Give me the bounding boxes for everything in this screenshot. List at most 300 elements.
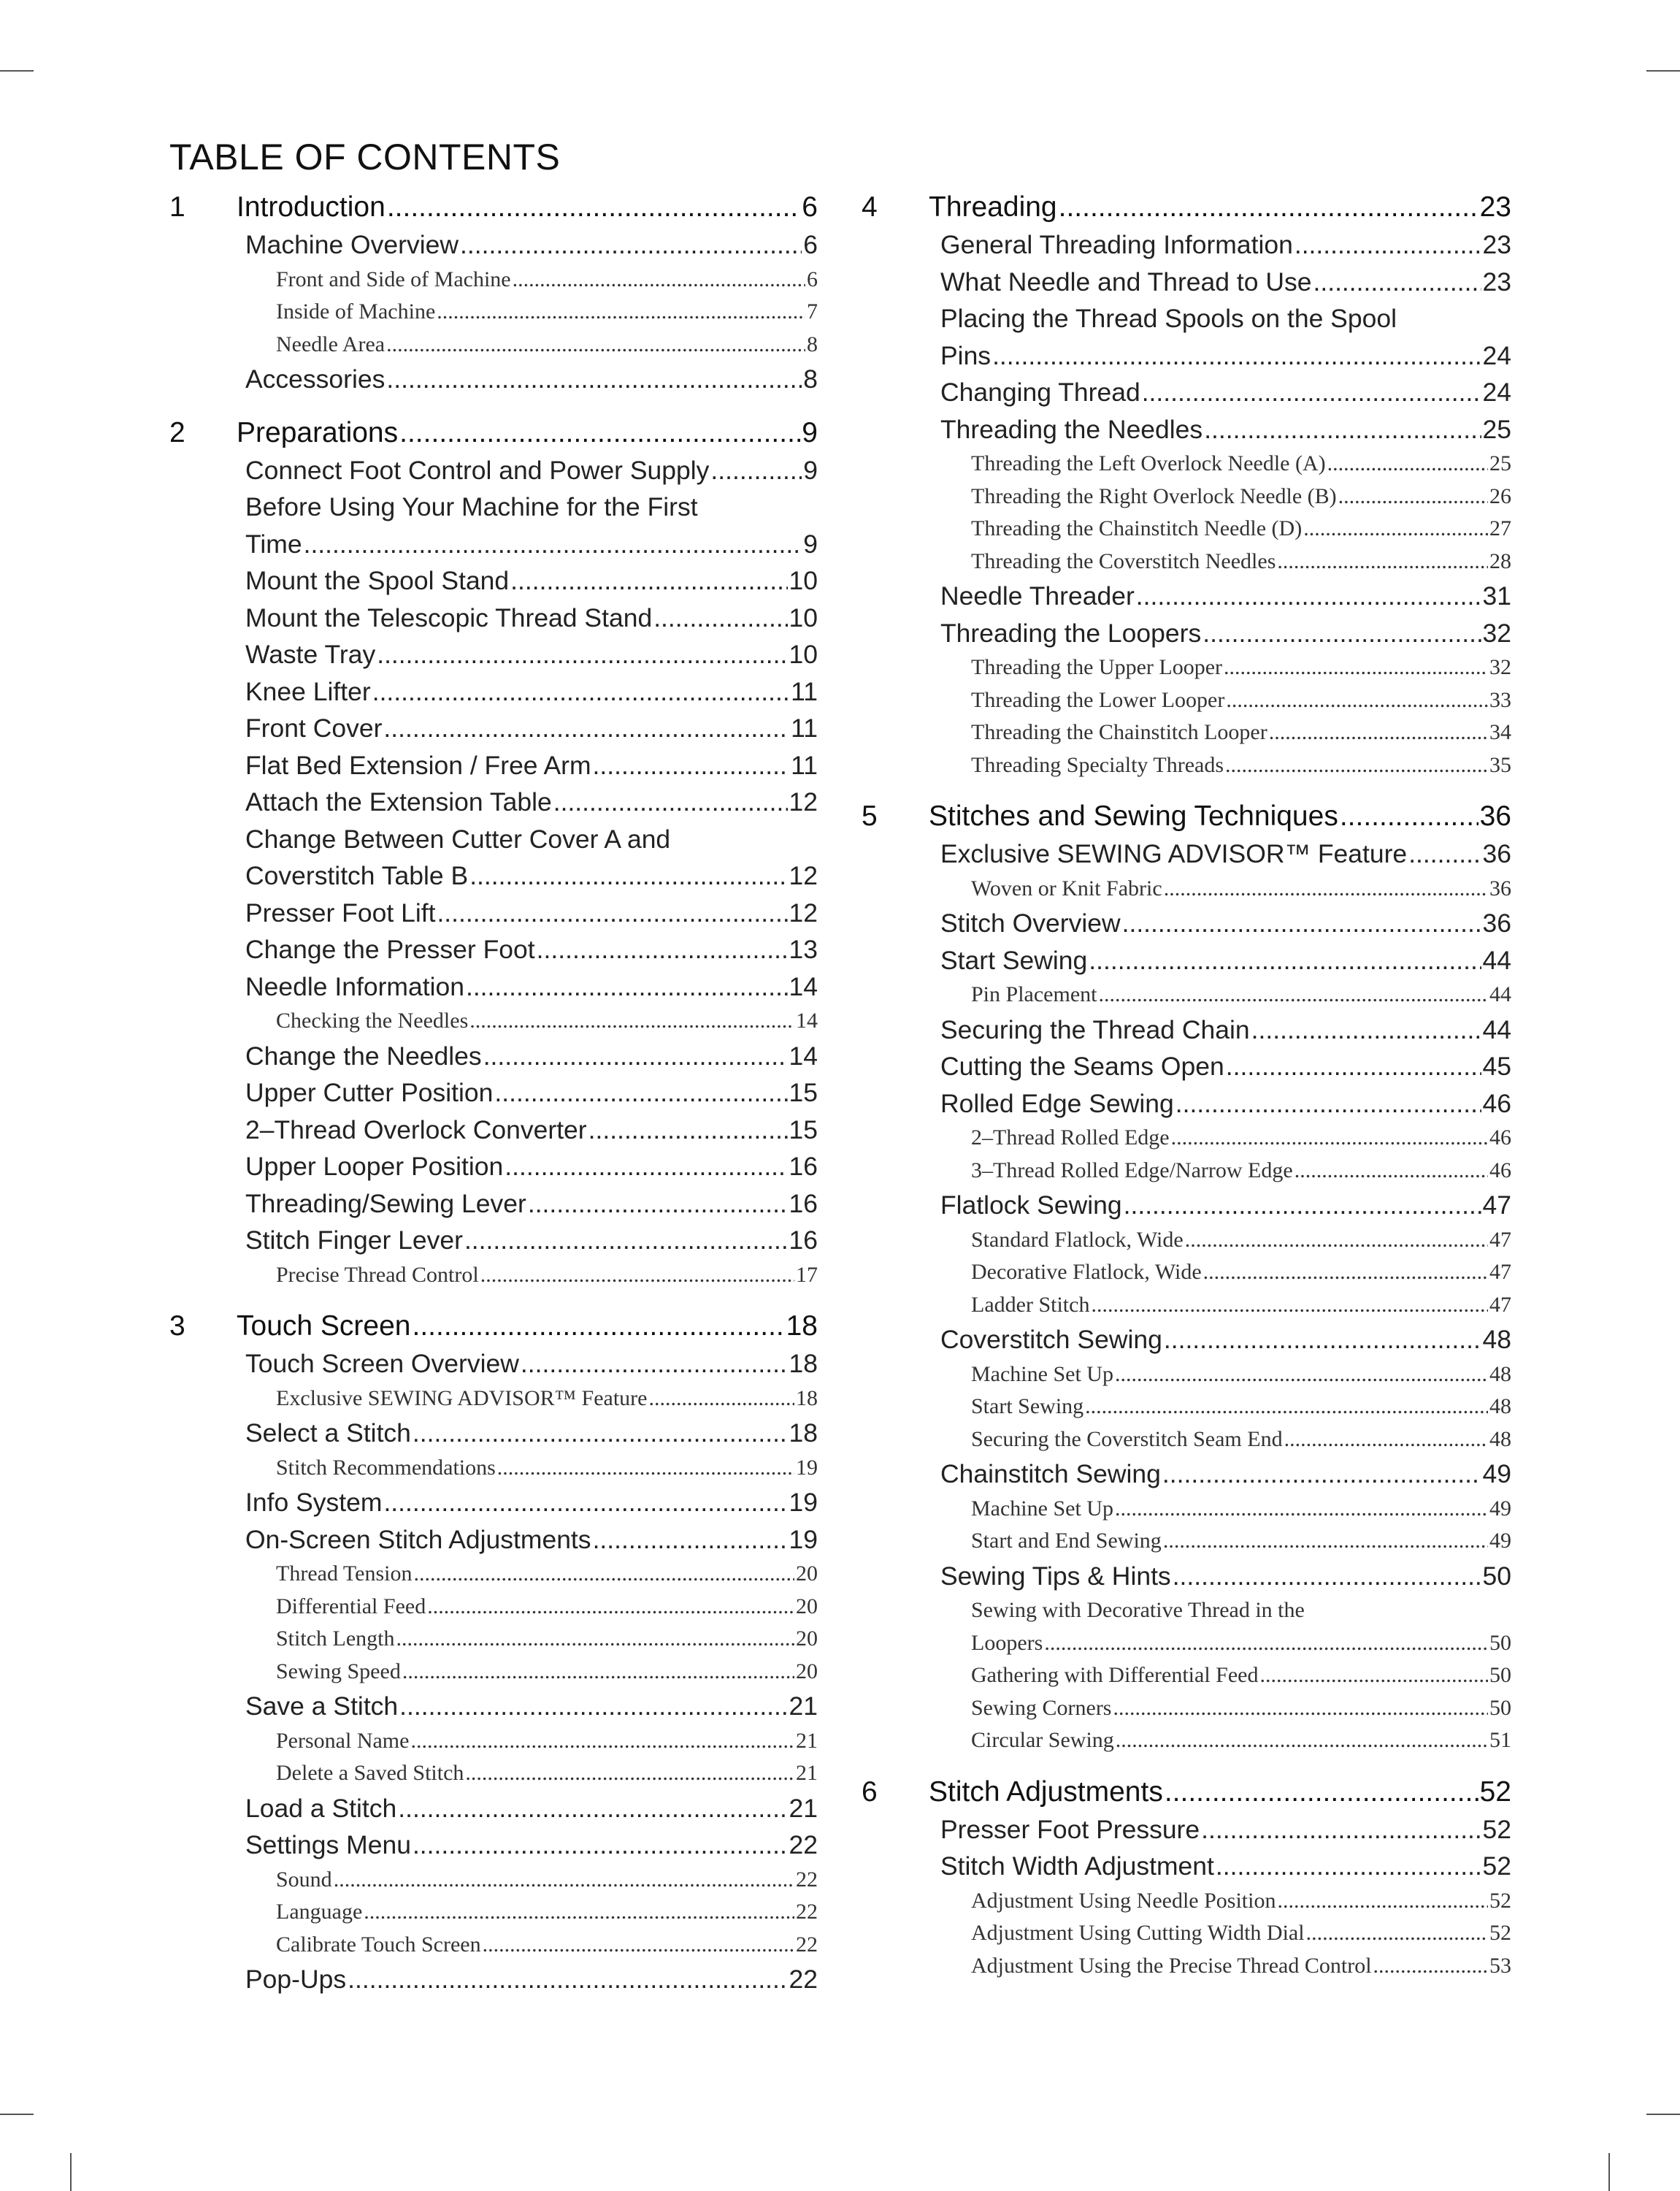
toc-subentry[interactable] <box>862 716 1511 749</box>
page-number: 19 <box>789 1488 818 1517</box>
entry-title: Mount the Spool Stand <box>245 566 510 595</box>
page-number: 16 <box>789 1188 818 1218</box>
dot-leader <box>1306 1917 1488 1950</box>
page-number: 48 <box>1482 1325 1511 1354</box>
entry-title: Stitch Recommendations <box>276 1455 496 1480</box>
entry-title-cont: Loopers <box>971 1630 1043 1655</box>
toc-subentry[interactable] <box>862 513 1511 546</box>
toc-entry[interactable] <box>169 562 818 600</box>
entry-title: Threading the Loopers <box>940 618 1202 648</box>
dot-leader <box>1303 513 1488 546</box>
toc-entry[interactable] <box>862 226 1511 264</box>
dot-leader <box>1164 873 1488 906</box>
page-title: TABLE OF CONTENTS <box>169 137 561 177</box>
toc-subentry[interactable] <box>169 329 818 362</box>
toc-entry[interactable] <box>169 1790 818 1827</box>
dot-leader <box>1226 1048 1481 1085</box>
toc-subentry[interactable] <box>862 1594 1511 1659</box>
dot-leader <box>413 1415 788 1452</box>
entry-title: Select a Stitch <box>245 1418 411 1448</box>
dot-leader <box>386 361 802 398</box>
entry-title: Threading the Needles <box>940 414 1203 444</box>
page-number: 10 <box>789 640 818 669</box>
toc-entry[interactable] <box>169 452 818 489</box>
toc-entry[interactable] <box>862 578 1511 615</box>
toc-chapter-heading[interactable] <box>862 798 1511 836</box>
toc-entry[interactable] <box>169 361 818 398</box>
page-number: 47 <box>1489 1260 1511 1284</box>
dot-leader <box>588 1112 788 1149</box>
toc-entry[interactable] <box>169 1345 818 1383</box>
dot-leader <box>1260 1659 1489 1692</box>
toc-subentry[interactable] <box>862 1493 1511 1526</box>
entry-title: Threading the Upper Looper <box>971 655 1223 679</box>
entry-title: Upper Cutter Position <box>245 1078 494 1107</box>
page-number: 53 <box>1489 1953 1511 1978</box>
page-number: 46 <box>1489 1125 1511 1150</box>
entry-title: Standard Flatlock, Wide <box>971 1227 1184 1252</box>
page-number: 7 <box>807 299 818 324</box>
page-number: 25 <box>1489 451 1511 475</box>
entry-continuation <box>971 1627 1511 1660</box>
page-number: 45 <box>1482 1052 1511 1081</box>
entry-title: Exclusive SEWING ADVISOR™ Feature <box>940 839 1408 868</box>
toc-entry[interactable] <box>169 1185 818 1223</box>
page-number: 52 <box>1482 1851 1511 1881</box>
toc-entry[interactable] <box>169 1484 818 1521</box>
toc-subentry[interactable] <box>169 1452 818 1485</box>
crop-mark <box>0 70 34 72</box>
page-number: 50 <box>1489 1663 1511 1687</box>
toc-subentry[interactable] <box>169 1725 818 1758</box>
entry-title: Securing the Coverstitch Seam End <box>971 1426 1283 1451</box>
entry-title-cont: Coverstitch Table B <box>245 861 469 890</box>
dot-leader <box>460 226 802 264</box>
toc-chapter <box>169 188 818 398</box>
page-number: 22 <box>796 1932 818 1957</box>
dot-leader <box>1098 979 1488 1012</box>
toc-subentry[interactable] <box>862 1525 1511 1558</box>
toc-subentry[interactable] <box>169 1005 818 1038</box>
toc-subentry[interactable] <box>862 979 1511 1012</box>
page-number: 21 <box>789 1691 818 1721</box>
toc-subentry[interactable] <box>862 651 1511 684</box>
entry-title: Differential Feed <box>276 1594 426 1618</box>
page-number: 8 <box>807 332 818 356</box>
entry-title: Adjustment Using Needle Position <box>971 1888 1276 1913</box>
dot-leader <box>1327 448 1488 481</box>
page-number: 15 <box>789 1078 818 1107</box>
entry-title: Needle Threader <box>940 581 1135 611</box>
toc-entry[interactable] <box>169 784 818 821</box>
toc-subentry[interactable] <box>169 1896 818 1929</box>
entry-title: Accessories <box>245 364 386 394</box>
dot-leader <box>593 747 790 784</box>
toc-subentry[interactable] <box>862 1692 1511 1725</box>
entry-title: Precise Thread Control <box>276 1262 479 1287</box>
dot-leader <box>483 1929 794 1962</box>
toc-subentry[interactable] <box>169 264 818 297</box>
toc-entry[interactable] <box>862 1848 1511 1885</box>
toc-entry[interactable] <box>862 1085 1511 1123</box>
toc-entry[interactable] <box>862 1012 1511 1049</box>
dot-leader <box>410 1725 794 1758</box>
dot-leader <box>1164 1321 1481 1358</box>
toc-subentry[interactable] <box>169 1864 818 1897</box>
dot-leader <box>593 1521 788 1559</box>
page-number: 10 <box>789 603 818 632</box>
toc-entry[interactable] <box>169 673 818 711</box>
entry-title: Save a Stitch <box>245 1691 399 1721</box>
dot-leader <box>1277 1885 1488 1918</box>
toc-subentry[interactable] <box>862 1224 1511 1257</box>
page-number: 26 <box>1489 483 1511 508</box>
entry-title: Change the Presser Foot <box>245 935 535 964</box>
page-number: 47 <box>1489 1292 1511 1317</box>
page-number: 13 <box>789 935 818 964</box>
entry-title: Inside of Machine <box>276 299 436 324</box>
page-number: 12 <box>789 861 818 890</box>
dot-leader <box>465 1757 794 1790</box>
toc-entry[interactable] <box>169 1688 818 1725</box>
page-number: 16 <box>789 1225 818 1255</box>
page-number: 36 <box>1482 909 1511 938</box>
page-number: 20 <box>796 1594 818 1618</box>
dot-leader <box>1294 1155 1488 1188</box>
entry-title: Stitch Overview <box>940 909 1121 938</box>
entry-title: Threading Specialty Threads <box>971 752 1224 777</box>
entry-title: Connect Foot Control and Power Supply <box>245 455 710 485</box>
page-number: 34 <box>1489 720 1511 744</box>
toc-entry[interactable] <box>169 1415 818 1452</box>
toc-entry[interactable] <box>169 636 818 673</box>
dot-leader <box>364 1896 794 1929</box>
entry-title: Delete a Saved Stitch <box>276 1761 464 1785</box>
entry-title: Knee Lifter <box>245 676 371 706</box>
dot-leader <box>553 784 788 821</box>
page-number: 28 <box>1489 548 1511 573</box>
entry-title: Presser Foot Lift <box>245 898 436 928</box>
entry-title: Flat Bed Extension / Free Arm <box>245 750 591 780</box>
toc-subentry[interactable] <box>169 1623 818 1656</box>
dot-leader <box>372 673 789 711</box>
page-number: 25 <box>1482 414 1511 444</box>
page-number: 18 <box>786 1310 818 1342</box>
toc-chapter-heading[interactable] <box>862 1773 1511 1811</box>
toc-right-column <box>862 188 1511 1998</box>
page-number: 52 <box>1489 1888 1511 1913</box>
toc-subentry[interactable] <box>862 1256 1511 1289</box>
entry-title: Exclusive SEWING ADVISOR™ Feature <box>276 1385 648 1410</box>
dot-leader <box>1204 411 1481 448</box>
entry-title: Threading the Lower Looper <box>971 687 1225 712</box>
toc-subentry[interactable] <box>862 1423 1511 1456</box>
dot-leader <box>528 1185 788 1223</box>
entry-title: Start Sewing <box>971 1394 1084 1418</box>
toc-subentry[interactable] <box>862 749 1511 782</box>
dot-leader <box>1225 749 1488 782</box>
toc-entry[interactable] <box>862 1456 1511 1493</box>
crop-mark <box>70 2153 72 2191</box>
entry-continuation <box>245 857 818 895</box>
entry-title: Threading/Sewing Lever <box>245 1188 526 1218</box>
page-number: 50 <box>1489 1630 1511 1655</box>
dot-leader <box>1313 264 1481 301</box>
entry-title: Decorative Flatlock, Wide <box>971 1260 1202 1284</box>
chapter-number: 3 <box>169 1310 185 1342</box>
crop-mark <box>0 2114 34 2115</box>
toc-entry[interactable] <box>169 1074 818 1112</box>
entry-title: Sewing Corners <box>971 1695 1112 1720</box>
entry-title: Gathering with Differential Feed <box>971 1663 1259 1687</box>
toc-subentry[interactable] <box>862 1885 1511 1918</box>
toc-subentry[interactable] <box>862 1391 1511 1423</box>
dot-leader <box>1201 1811 1481 1848</box>
toc-chapter-heading[interactable] <box>169 188 818 226</box>
dot-leader <box>334 1864 794 1897</box>
toc-entry[interactable] <box>862 1048 1511 1085</box>
dot-leader <box>398 1790 787 1827</box>
toc-entry[interactable] <box>169 895 818 932</box>
entry-title: Threading the Left Overlock Needle (A) <box>971 451 1326 475</box>
toc-subentry[interactable] <box>169 296 818 329</box>
dot-leader <box>413 1827 788 1864</box>
toc-subentry[interactable] <box>862 1122 1511 1155</box>
page-number: 52 <box>1479 1775 1511 1808</box>
entry-title: Attach the Extension Table <box>245 787 552 817</box>
toc-subentry[interactable] <box>169 1757 818 1790</box>
toc-entry[interactable] <box>862 1558 1511 1595</box>
toc-chapter-heading[interactable] <box>169 414 818 452</box>
toc-entry[interactable] <box>862 836 1511 873</box>
page-number: 9 <box>803 455 818 485</box>
dot-leader <box>1173 1558 1481 1595</box>
toc-entry[interactable] <box>169 931 818 968</box>
toc-subentry[interactable] <box>169 1591 818 1624</box>
dot-leader <box>480 1259 794 1292</box>
entry-title-cont: Pins <box>940 340 991 370</box>
toc-entry[interactable] <box>862 615 1511 652</box>
page-number: 20 <box>796 1561 818 1586</box>
dot-leader <box>466 968 788 1006</box>
toc-subentry[interactable] <box>862 1155 1511 1188</box>
toc-subentry[interactable] <box>862 1289 1511 1322</box>
dot-leader <box>1175 1085 1481 1123</box>
toc-chapter <box>862 1773 1511 1983</box>
page-number: 52 <box>1489 1921 1511 1945</box>
dot-leader <box>412 1307 784 1345</box>
toc-chapter <box>169 1307 818 1998</box>
entry-title: Needle Area <box>276 332 386 356</box>
entry-title: Sewing with Decorative Thread in the <box>971 1598 1305 1622</box>
page-number: 23 <box>1482 267 1511 297</box>
chapter-number: 5 <box>862 800 878 832</box>
entry-title: Thread Tension <box>276 1561 413 1586</box>
entry-title: Sound <box>276 1867 332 1892</box>
page-number: 22 <box>789 1965 818 1994</box>
page-number: 18 <box>796 1385 818 1410</box>
dot-leader <box>437 895 787 932</box>
dot-leader <box>1340 798 1478 836</box>
dot-leader <box>1091 1289 1488 1322</box>
dot-leader <box>494 1074 787 1112</box>
toc-entry[interactable] <box>169 1222 818 1259</box>
toc-subentry[interactable] <box>862 1950 1511 1983</box>
toc-subentry[interactable] <box>862 1917 1511 1950</box>
page-number: 22 <box>796 1867 818 1892</box>
chapter-number: 4 <box>862 191 878 223</box>
entry-title: Start Sewing <box>940 945 1088 975</box>
dot-leader <box>992 337 1481 375</box>
toc-entry[interactable] <box>862 1321 1511 1358</box>
toc-entry[interactable] <box>169 489 818 562</box>
toc-entry[interactable] <box>862 1187 1511 1224</box>
toc-subentry[interactable] <box>862 684 1511 717</box>
toc-subentry[interactable] <box>169 1656 818 1689</box>
entry-title: 2–Thread Overlock Converter <box>245 1114 587 1144</box>
entry-title: 2–Thread Rolled Edge <box>971 1125 1170 1150</box>
toc-entry[interactable] <box>169 226 818 264</box>
dot-leader <box>383 1484 787 1521</box>
entry-title: Mount the Telescopic Thread Stand <box>245 603 653 632</box>
toc-entry[interactable] <box>169 747 818 784</box>
page-number: 8 <box>803 364 818 394</box>
page-number: 49 <box>1482 1459 1511 1488</box>
entry-title: Personal Name <box>276 1728 410 1753</box>
dot-leader <box>383 710 789 747</box>
toc-entry[interactable] <box>862 411 1511 448</box>
dot-leader <box>1284 1423 1488 1456</box>
dot-leader <box>1059 188 1478 226</box>
page-number: 49 <box>1489 1529 1511 1553</box>
entry-title: Threading the Chainstitch Looper <box>971 720 1267 744</box>
entry-title: What Needle and Thread to Use <box>940 267 1312 297</box>
entry-title: Machine Set Up <box>971 1496 1113 1521</box>
entry-title: Machine Set Up <box>971 1361 1113 1386</box>
page-number: 11 <box>791 676 818 706</box>
toc-entry[interactable] <box>862 905 1511 942</box>
toc-subentry[interactable] <box>169 1259 818 1292</box>
entry-title: Circular Sewing <box>971 1728 1114 1752</box>
toc-entry[interactable] <box>169 1827 818 1864</box>
toc-entry[interactable] <box>169 968 818 1006</box>
dot-leader <box>1408 836 1481 873</box>
dot-leader <box>377 636 787 673</box>
page-number: 27 <box>1489 516 1511 540</box>
page-number: 9 <box>803 529 818 559</box>
toc-chapter-heading[interactable] <box>169 1307 818 1345</box>
dot-leader <box>464 1222 788 1259</box>
toc-entry[interactable] <box>862 1811 1511 1848</box>
entry-title: Calibrate Touch Screen <box>276 1932 481 1957</box>
toc-chapter-heading[interactable] <box>862 188 1511 226</box>
dot-leader <box>1216 1848 1481 1885</box>
toc-subentry[interactable] <box>862 481 1511 513</box>
dot-leader <box>505 1148 787 1185</box>
page-number: 36 <box>1489 876 1511 901</box>
entry-title: General Threading Information <box>940 230 1293 259</box>
dot-leader <box>1113 1692 1488 1725</box>
chapter-number: 2 <box>169 416 185 448</box>
entry-title: Securing the Thread Chain <box>940 1014 1250 1044</box>
page-number: 48 <box>1489 1394 1511 1418</box>
page-number: 12 <box>789 787 818 817</box>
entry-title: Sewing Speed <box>276 1659 401 1683</box>
page-number: 21 <box>789 1793 818 1823</box>
dot-leader <box>1124 1187 1481 1224</box>
toc-subentry[interactable] <box>169 1383 818 1415</box>
page-number: 47 <box>1489 1227 1511 1252</box>
toc-entry[interactable] <box>169 821 818 895</box>
entry-title: Change Between Cutter Cover A and <box>245 824 671 854</box>
toc-subentry[interactable] <box>862 873 1511 906</box>
toc-entry[interactable] <box>862 264 1511 301</box>
toc-entry[interactable] <box>169 1038 818 1075</box>
page-number: 32 <box>1489 655 1511 679</box>
entry-title: Stitch Finger Lever <box>245 1225 463 1255</box>
page-number: 20 <box>796 1659 818 1683</box>
toc-entry[interactable] <box>169 600 818 637</box>
toc-subentry[interactable] <box>169 1558 818 1591</box>
chapter-number: 6 <box>862 1775 878 1808</box>
dot-leader <box>521 1345 788 1383</box>
dot-leader <box>1163 1525 1488 1558</box>
toc-entry[interactable] <box>169 1112 818 1149</box>
entry-title: Info System <box>245 1488 383 1517</box>
chapter-title: Touch Screen <box>237 1310 411 1342</box>
entry-title: 3–Thread Rolled Edge/Narrow Edge <box>971 1158 1293 1182</box>
entry-title: Cutting the Seams Open <box>940 1052 1224 1081</box>
dot-leader <box>413 1558 794 1591</box>
dot-leader <box>653 600 787 637</box>
chapter-title: Threading <box>929 191 1057 223</box>
dot-leader <box>1269 716 1488 749</box>
toc-subentry[interactable] <box>862 546 1511 578</box>
entry-title: Adjustment Using the Precise Thread Control <box>971 1953 1372 1978</box>
toc-entry[interactable] <box>169 710 818 747</box>
toc-subentry[interactable] <box>862 1724 1511 1757</box>
toc-subentry[interactable] <box>862 1659 1511 1692</box>
toc-entry[interactable] <box>169 1961 818 1998</box>
toc-subentry[interactable] <box>862 448 1511 481</box>
toc-entry[interactable] <box>169 1521 818 1559</box>
toc-entry[interactable] <box>862 942 1511 979</box>
page-number: 22 <box>789 1830 818 1859</box>
entry-title: Adjustment Using Cutting Width Dial <box>971 1921 1305 1945</box>
dot-leader <box>483 1038 788 1075</box>
entry-title: Threading the Chainstitch Needle (D) <box>971 516 1303 540</box>
toc-entry[interactable] <box>169 1148 818 1185</box>
dot-leader <box>1162 1456 1481 1493</box>
toc-entry[interactable] <box>862 300 1511 374</box>
dot-leader <box>1226 684 1488 717</box>
dot-leader <box>1115 1493 1488 1526</box>
page-number: 11 <box>791 714 818 743</box>
dot-leader <box>1294 226 1481 264</box>
toc-entry[interactable] <box>862 374 1511 411</box>
page-number: 51 <box>1489 1728 1511 1752</box>
dot-leader <box>399 1688 787 1725</box>
entry-title: Machine Overview <box>245 230 459 259</box>
dot-leader <box>437 296 805 329</box>
entry-title: Threading the Coverstitch Needles <box>971 548 1276 573</box>
page-number: 19 <box>796 1455 818 1480</box>
entry-title: Threading the Right Overlock Needle (B) <box>971 483 1337 508</box>
toc-subentry[interactable] <box>169 1929 818 1962</box>
dot-leader <box>1338 481 1488 513</box>
toc-subentry[interactable] <box>862 1358 1511 1391</box>
entry-title: Pop-Ups <box>245 1965 347 1994</box>
